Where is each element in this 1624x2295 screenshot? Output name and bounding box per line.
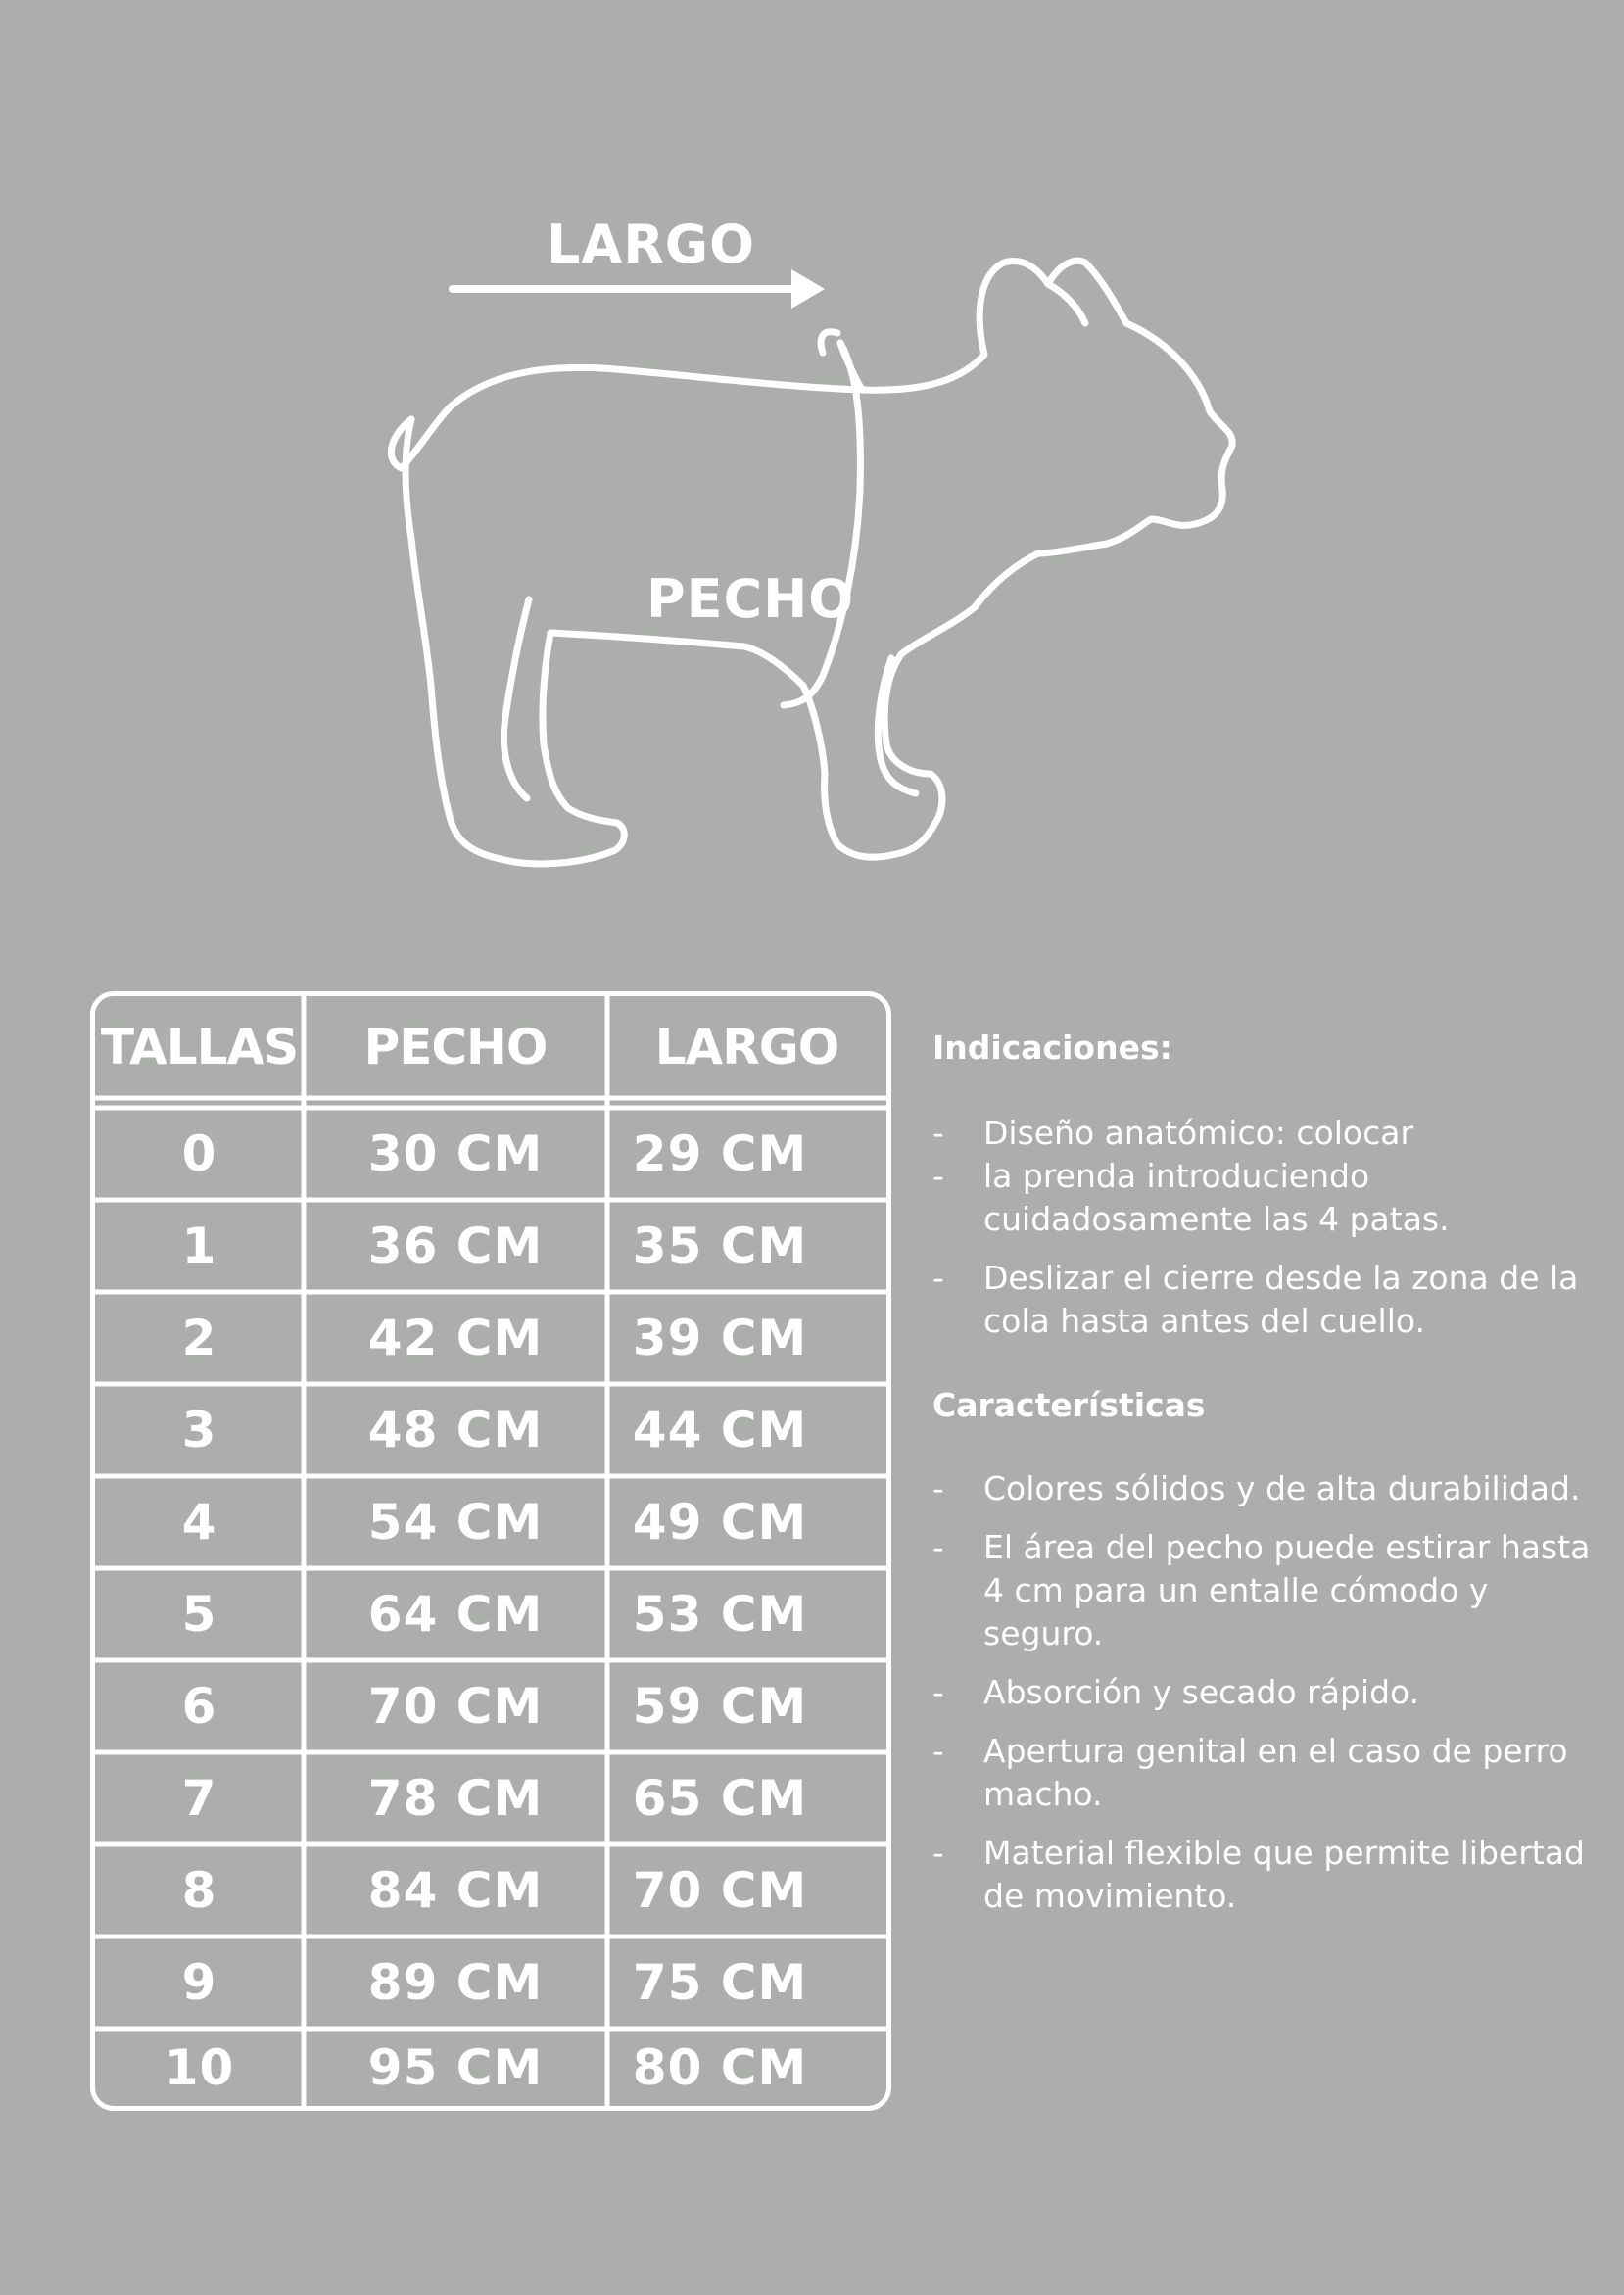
size-cell: 4 — [181, 1494, 217, 1551]
list-item-text: Material flexible que permite libertad de movimiento. — [983, 1834, 1585, 1915]
indications-heading: Indicaciones: — [932, 1028, 1172, 1067]
chest-cell: 70 CM — [367, 1678, 544, 1735]
size-cell: 2 — [181, 1310, 217, 1366]
list-item — [932, 1526, 1599, 1655]
size-cell: 8 — [181, 1862, 217, 1919]
bullet-dash: - — [932, 1732, 944, 1770]
length-cell: 59 CM — [632, 1678, 808, 1735]
table-row — [95, 1844, 886, 1936]
length-cell: 29 CM — [632, 1125, 808, 1182]
table-row — [95, 1568, 886, 1660]
indications-list — [932, 1112, 1599, 1343]
bullet-dash: - — [932, 1157, 944, 1195]
length-cell: 65 CM — [632, 1770, 808, 1827]
list-item-text: Deslizar el cierre desde la zona de la cola hasta antes del cuello. — [983, 1259, 1579, 1340]
table-header-row — [95, 996, 886, 1098]
size-cell: 3 — [181, 1402, 217, 1458]
bullet-dash: - — [932, 1673, 944, 1711]
chest-cell: 89 CM — [367, 1954, 544, 2011]
length-cell: 53 CM — [632, 1586, 808, 1643]
chest-cell: 54 CM — [367, 1494, 544, 1551]
chest-cell: 84 CM — [367, 1862, 544, 1919]
dog-outline-illustration — [0, 0, 1624, 940]
length-cell: 44 CM — [632, 1402, 808, 1458]
length-cell: 35 CM — [632, 1218, 808, 1274]
bullet-dash: - — [932, 1834, 944, 1872]
list-item-text: la prenda introduciendo cuidadosamente las 4 patas. — [983, 1157, 1450, 1238]
list-item-text: Apertura genital en el caso de perro macho. — [983, 1732, 1568, 1813]
length-arrow — [453, 269, 825, 309]
bullet-dash: - — [932, 1528, 944, 1566]
measurement-diagram — [0, 0, 1624, 940]
list-item — [932, 1832, 1599, 1918]
list-item — [932, 1257, 1599, 1343]
list-item-text: Colores sólidos y de alta durabilidad. — [983, 1469, 1581, 1507]
size-cell: 5 — [181, 1586, 217, 1643]
size-cell: 1 — [181, 1218, 217, 1274]
table-row — [95, 1476, 886, 1568]
size-cell: 9 — [181, 1954, 217, 2011]
bullet-dash: - — [932, 1469, 944, 1507]
length-cell: 75 CM — [632, 1954, 808, 2011]
list-item — [932, 1155, 1599, 1241]
length-cell: 49 CM — [632, 1494, 808, 1551]
list-item-text: Absorción y secado rápido. — [983, 1673, 1420, 1711]
chest-label: PECHO — [646, 568, 855, 630]
list-item — [932, 1671, 1599, 1714]
list-item-text: El área del pecho puede estirar hasta 4 cm para un entalle cómodo y seguro. — [983, 1528, 1591, 1652]
header-sizes: TALLAS — [100, 1019, 299, 1076]
table-row — [95, 1292, 886, 1384]
length-cell: 39 CM — [632, 1310, 808, 1366]
chest-cell: 36 CM — [367, 1218, 544, 1274]
chest-cell: 95 CM — [367, 2038, 544, 2096]
size-table — [90, 991, 891, 2111]
size-cell: 0 — [181, 1125, 217, 1182]
chest-cell: 30 CM — [367, 1125, 544, 1182]
header-length: LARGO — [654, 1019, 839, 1076]
table-row — [95, 1200, 886, 1292]
features-heading: Características — [932, 1386, 1206, 1424]
length-cell: 80 CM — [632, 2038, 808, 2096]
info-column — [932, 1028, 1599, 1918]
size-cell: 6 — [181, 1678, 217, 1735]
chest-cell: 48 CM — [367, 1402, 544, 1458]
bullet-dash: - — [932, 1114, 944, 1152]
bullet-dash: - — [932, 1259, 944, 1297]
table-row — [95, 1660, 886, 1752]
table-row — [95, 1384, 886, 1476]
list-item — [932, 1730, 1599, 1816]
length-label: LARGO — [547, 214, 756, 275]
list-item — [932, 1467, 1599, 1510]
list-item — [932, 1112, 1599, 1155]
chest-cell: 64 CM — [367, 1586, 544, 1643]
list-item-text: Diseño anatómico: colocar — [983, 1114, 1414, 1152]
chest-cell: 42 CM — [367, 1310, 544, 1366]
table-row — [95, 1936, 886, 2029]
length-cell: 70 CM — [632, 1862, 808, 1919]
table-row — [95, 1108, 886, 1200]
features-list — [932, 1467, 1599, 1918]
size-cell: 7 — [181, 1770, 217, 1827]
table-row — [95, 2029, 886, 2106]
header-chest: PECHO — [363, 1019, 548, 1076]
table-row — [95, 1752, 886, 1844]
size-cell: 10 — [164, 2038, 235, 2096]
dog-outline — [391, 261, 1232, 864]
chest-cell: 78 CM — [367, 1770, 544, 1827]
